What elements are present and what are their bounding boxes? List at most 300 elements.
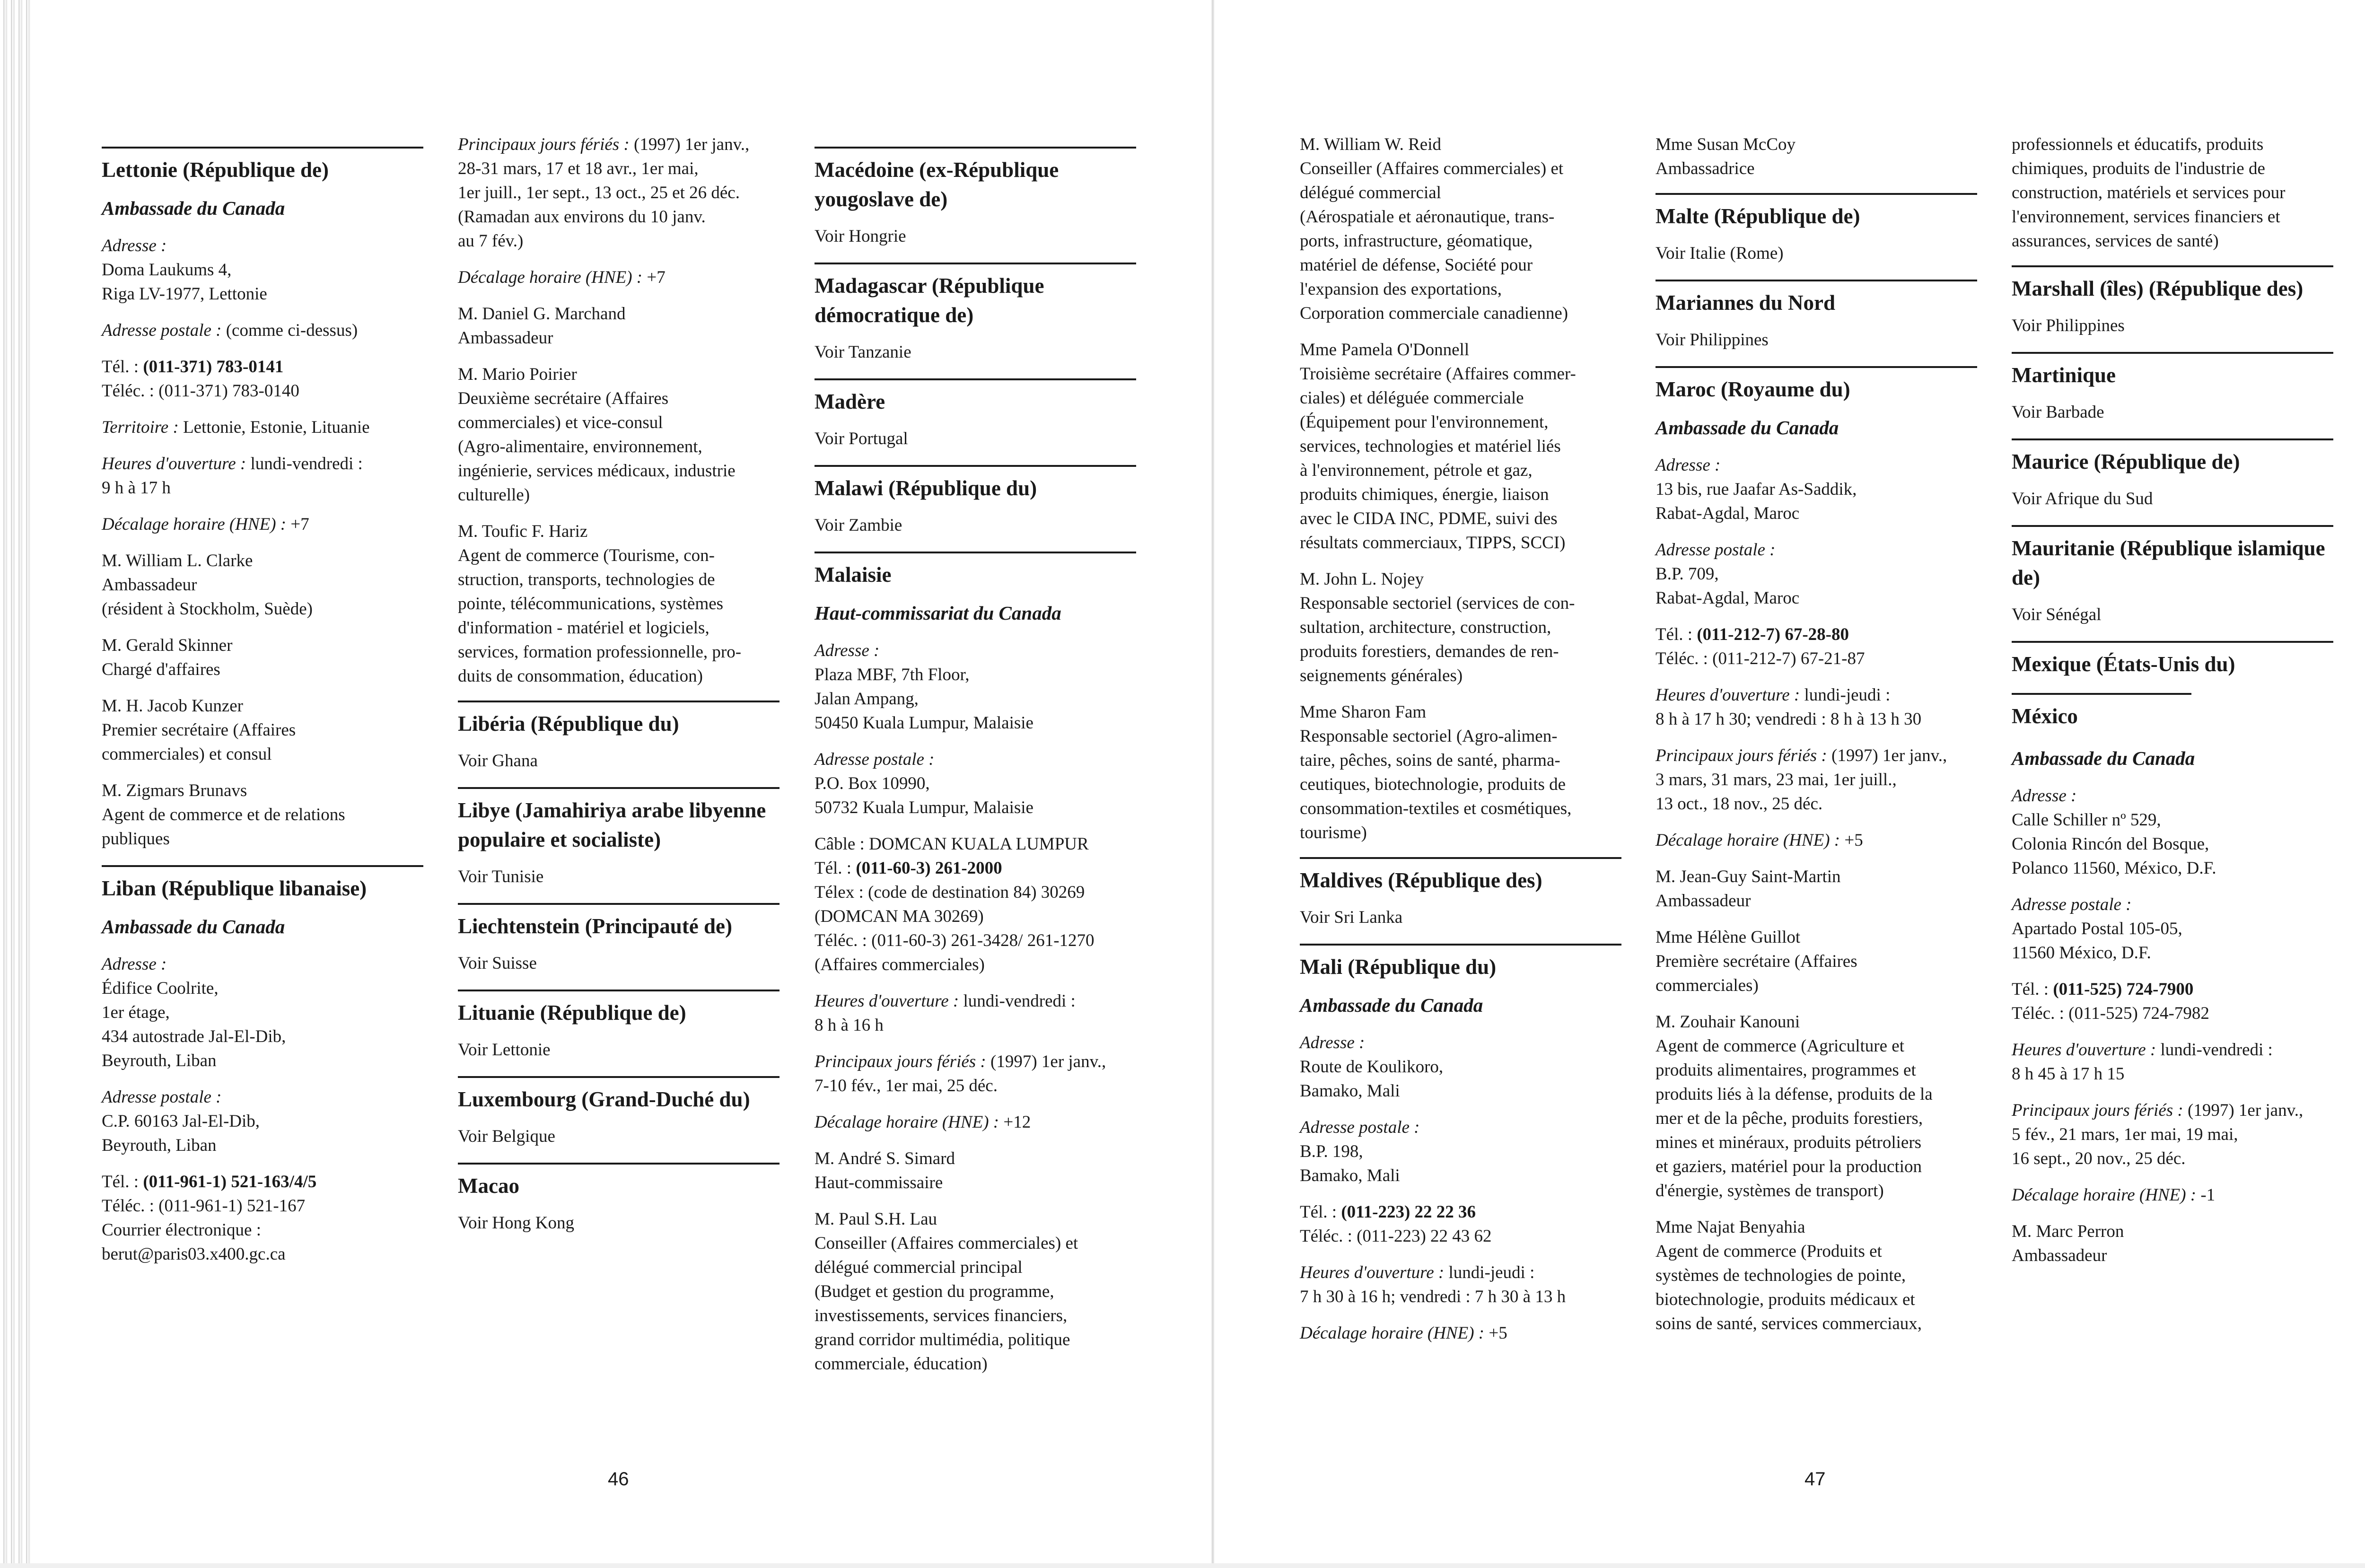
column-5	[1656, 132, 1977, 1350]
telex-line: Télex : (code de destination 84) 30269	[815, 883, 1085, 902]
postal-line: B.P. 198,	[1300, 1142, 1363, 1161]
staff-role: (Budget et gestion du programme,	[815, 1282, 1054, 1301]
hours-times: 8 h à 16 h	[815, 1016, 884, 1035]
staff-role: ingénierie, services médicaux, industrie	[458, 461, 736, 481]
phone-block	[102, 355, 423, 403]
holidays	[2012, 1098, 2333, 1171]
territory-label: Territoire :	[102, 418, 179, 437]
mission-heading: Haut-commissariat du Canada	[815, 602, 1061, 624]
time-difference	[815, 1110, 1136, 1134]
country-heading: Lituanie (République de)	[458, 1001, 686, 1025]
staff-name: M. Paul S.H. Lau	[815, 1209, 937, 1229]
staff-role: avec le CIDA INC, PDME, suivi des	[1300, 509, 1558, 528]
postal-label: Adresse postale :	[2012, 895, 2132, 914]
hours-times: 8 h 45 à 17 h 15	[2012, 1064, 2125, 1084]
postal-label: Adresse postale :	[1656, 540, 1776, 560]
page-number-right: 47	[1804, 1469, 1826, 1489]
staff-role: (résident à Stockholm, Suède)	[102, 599, 313, 619]
column-6	[2012, 132, 2333, 1280]
staff-role: services, technologies et matériel liés	[1300, 437, 1561, 456]
entry-mexico	[2012, 693, 2191, 731]
mission-heading: Ambassade du Canada	[102, 916, 285, 937]
postal-line: 11560 México, D.F.	[2012, 943, 2151, 963]
phone-block	[1300, 1200, 1621, 1248]
postal-address	[102, 1085, 423, 1157]
fax-line: Téléc. : (011-525) 724-7982	[2012, 1004, 2209, 1023]
hours-label: Heures d'ouverture :	[1656, 685, 1800, 705]
country-heading: Maldives (République des)	[1300, 868, 1542, 892]
hours-times: 9 h à 17 h	[102, 478, 171, 498]
entry-liberia	[458, 701, 780, 773]
postal-label: Adresse postale :	[102, 1087, 222, 1107]
entry-macao	[458, 1163, 780, 1235]
territory-text: Lettonie, Estonie, Lituanie	[178, 418, 370, 437]
column-2	[458, 132, 780, 1249]
phone-number: (011-223) 22 22 36	[1341, 1202, 1476, 1222]
staff-role: Agent de commerce (Agriculture et	[1656, 1036, 1904, 1056]
staff-role: Ambassadeur	[458, 328, 553, 348]
hours-days: lundi-vendredi :	[246, 454, 363, 473]
holidays	[458, 132, 780, 253]
staff-name: M. Gerald Skinner	[102, 636, 233, 655]
see-reference: Voir Philippines	[1656, 330, 1769, 350]
hours-label: Heures d'ouverture :	[2012, 1040, 2156, 1060]
address-line: Colonia Rincón del Bosque,	[2012, 834, 2209, 854]
see-reference: Voir Ghana	[458, 751, 538, 771]
postal-line: P.O. Box 10990,	[815, 774, 930, 793]
see-reference: Voir Zambie	[815, 516, 902, 535]
staff-role: tourisme)	[1300, 823, 1367, 842]
entry-libye	[458, 787, 780, 889]
staff-entry	[1656, 1215, 1977, 1336]
address-line: Édifice Coolrite,	[102, 979, 219, 998]
phone-number: (011-60-3) 261-2000	[856, 858, 1002, 878]
staff-name: Mme Susan McCoy	[1656, 135, 1796, 154]
staff-role: Ambassadrice	[1656, 159, 1755, 178]
address-line: Plaza MBF, 7th Floor,	[815, 665, 970, 684]
time-diff-value: +5	[1840, 831, 1863, 850]
staff-entry	[815, 1207, 1136, 1376]
staff-role: produits alimentaires, programmes et	[1656, 1060, 1916, 1080]
opening-hours	[102, 452, 423, 500]
staff-role: Deuxième secrétaire (Affaires	[458, 389, 669, 408]
entry-madere	[815, 378, 1136, 451]
entry-luxembourg	[458, 1076, 780, 1148]
see-reference: Voir Sri Lanka	[1300, 908, 1403, 927]
staff-entry	[1656, 1010, 1977, 1203]
staff-role: systèmes de technologies de pointe,	[1656, 1266, 1906, 1285]
column-4	[1300, 132, 1621, 1359]
holidays-label: Principaux jours fériés :	[815, 1052, 986, 1071]
staff-role: (Aérospatiale et aéronautique, trans-	[1300, 207, 1555, 227]
holidays-line: 7-10 fév., 1er mai, 25 déc.	[815, 1076, 998, 1095]
phone-number: (011-212-7) 67-28-80	[1697, 625, 1849, 644]
staff-role: produits forestiers, demandes de ren-	[1300, 642, 1559, 661]
mission-heading: Ambassade du Canada	[1656, 417, 1839, 438]
country-heading: Madagascar (République démocratique de)	[815, 274, 1044, 327]
staff-role: Agent de commerce et de relations	[102, 805, 345, 824]
staff-entry	[1300, 132, 1621, 325]
column-1	[102, 132, 423, 1280]
entry-malaisie	[815, 552, 1136, 1376]
time-diff-label: Décalage horaire (HNE) :	[815, 1112, 999, 1132]
hours-label: Heures d'ouverture :	[102, 454, 246, 473]
staff-role: commerciales)	[1656, 976, 1759, 995]
staff-name: Mme Sharon Fam	[1300, 702, 1427, 722]
country-heading: Macao	[458, 1174, 519, 1198]
staff-role: mines et minéraux, produits pétroliers	[1656, 1133, 1922, 1152]
staff-role: ports, infrastructure, géomatique,	[1300, 231, 1533, 251]
postal-line: B.P. 709,	[1656, 564, 1719, 584]
opening-hours	[2012, 1038, 2333, 1086]
staff-name: Mme Hélène Guillot	[1656, 928, 1801, 947]
staff-role: d'énergie, systèmes de transport)	[1656, 1181, 1884, 1200]
country-heading: Liban (République libanaise)	[102, 876, 367, 900]
address-line: Riga LV-1977, Lettonie	[102, 284, 267, 304]
see-reference: Voir Portugal	[815, 429, 908, 448]
staff-role: Agent de commerce (Produits et	[1656, 1242, 1882, 1261]
holidays-line: 28-31 mars, 17 et 18 avr., 1er mai,	[458, 159, 699, 178]
contact-block	[815, 832, 1136, 977]
staff-role: ceutiques, biotechnologie, produits de	[1300, 775, 1566, 794]
staff-role: commerciale, éducation)	[815, 1354, 988, 1374]
country-heading: Martinique	[2012, 363, 2116, 387]
time-diff-value: +7	[642, 268, 666, 287]
phone-label: Tél. :	[1656, 625, 1697, 644]
address-block	[102, 952, 423, 1073]
staff-role: professionnels et éducatifs, produits	[2012, 135, 2264, 154]
staff-role: Conseiller (Affaires commerciales) et	[815, 1234, 1078, 1253]
postal-line: Apartado Postal 105-05,	[2012, 919, 2182, 938]
country-heading: Libye (Jamahiriya arabe libyenne populaire et socialiste)	[458, 798, 766, 851]
address-block	[2012, 784, 2333, 880]
hours-days: lundi-vendredi :	[2156, 1040, 2273, 1060]
staff-role: Troisième secrétaire (Affaires commer-	[1300, 364, 1576, 384]
staff-role: l'expansion des exportations,	[1300, 280, 1502, 299]
staff-role: Conseiller (Affaires commerciales) et	[1300, 159, 1564, 178]
staff-entry	[1300, 338, 1621, 555]
see-reference: Voir Barbade	[2012, 403, 2104, 422]
mission-heading: Ambassade du Canada	[1300, 994, 1483, 1016]
email-address: berut@paris03.x400.gc.ca	[102, 1244, 286, 1264]
mission-heading: Ambassade du Canada	[102, 197, 285, 219]
staff-entry	[815, 1147, 1136, 1195]
postal-address	[815, 747, 1136, 820]
entry-maroc	[1656, 366, 1977, 1336]
entry-malte	[1656, 193, 1977, 265]
fax-line: Téléc. : (011-223) 22 43 62	[1300, 1226, 1492, 1246]
address-line: 434 autostrade Jal-El-Dib,	[102, 1027, 286, 1046]
staff-name: M. William L. Clarke	[102, 551, 253, 570]
hours-label: Heures d'ouverture :	[1300, 1263, 1445, 1282]
see-reference: Voir Suisse	[458, 954, 537, 973]
time-difference	[458, 265, 780, 289]
entry-madagascar	[815, 263, 1136, 364]
see-reference: Voir Tunisie	[458, 867, 544, 886]
entry-mali	[1300, 944, 1621, 1345]
staff-role: culturelle)	[458, 485, 530, 505]
staff-role: délégué commercial	[1300, 183, 1441, 202]
postal-address	[1300, 1115, 1621, 1188]
staff-entry	[458, 362, 780, 507]
address-line: 1er étage,	[102, 1003, 170, 1022]
staff-role: taire, pêches, soins de santé, pharma-	[1300, 751, 1560, 770]
staff-role: pointe, télécommunications, systèmes	[458, 594, 724, 613]
address-line: Bamako, Mali	[1300, 1081, 1400, 1101]
time-diff-value: +5	[1484, 1323, 1507, 1343]
fax-line: Téléc. : (011-60-3) 261-3428/ 261-1270	[815, 931, 1095, 950]
time-diff-value: +12	[999, 1112, 1031, 1132]
country-heading: Mariannes du Nord	[1656, 291, 1836, 315]
phone-block	[1656, 622, 1977, 671]
staff-name: M. Zigmars Brunavs	[102, 781, 247, 800]
holidays-line: 1er juill., 1er sept., 13 oct., 25 et 26 déc.	[458, 183, 740, 202]
staff-name: M. Mario Poirier	[458, 365, 577, 384]
staff-entry	[1656, 865, 1977, 913]
address-line: Rabat-Agdal, Maroc	[1656, 504, 1800, 523]
holidays-line: (Ramadan aux environs du 10 janv.	[458, 207, 706, 227]
country-heading: Maroc (Royaume du)	[1656, 377, 1850, 401]
staff-role: assurances, services de santé)	[2012, 231, 2219, 251]
address-block	[102, 234, 423, 306]
postal-text: (comme ci-dessus)	[221, 321, 358, 340]
fax-line: Téléc. : (011-371) 783-0140	[102, 381, 299, 401]
phone-label: Tél. :	[102, 1172, 143, 1191]
staff-role: investissements, services financiers,	[815, 1306, 1068, 1325]
address-block	[815, 639, 1136, 735]
holidays-label: Principaux jours fériés :	[458, 135, 630, 154]
staff-name: M. Zouhair Kanouni	[1656, 1012, 1800, 1032]
opening-hours	[1300, 1261, 1621, 1309]
staff-role: mer et de la pêche, produits forestiers,	[1656, 1109, 1923, 1128]
hours-days: lundi-jeudi :	[1800, 685, 1891, 705]
staff-entry	[102, 633, 423, 682]
entry-mexico-details	[2012, 745, 2333, 1268]
see-reference: Voir Sénégal	[2012, 605, 2102, 624]
staff-entry	[2012, 1219, 2333, 1268]
staff-role: délégué commercial principal	[815, 1258, 1023, 1277]
see-reference: Voir Lettonie	[458, 1040, 551, 1060]
staff-entry	[102, 549, 423, 621]
staff-entry	[458, 302, 780, 350]
staff-role: matériel de défense, Société pour	[1300, 255, 1533, 275]
postal-line: C.P. 60163 Jal-El-Dib,	[102, 1112, 260, 1131]
staff-entry	[1656, 132, 1977, 181]
time-diff-value: +7	[286, 515, 309, 534]
staff-entry	[1656, 925, 1977, 998]
address-line: Jalan Ampang,	[815, 689, 919, 709]
staff-role: Ambassadeur	[2012, 1246, 2107, 1265]
see-reference: Voir Hong Kong	[458, 1213, 574, 1233]
country-heading: Malaisie	[815, 563, 892, 587]
postal-address	[2012, 893, 2333, 965]
staff-role: construction, matériels et services pour	[2012, 183, 2286, 202]
entry-mauritanie	[2012, 525, 2333, 627]
staff-name: M. Jean-Guy Saint-Martin	[1656, 867, 1841, 886]
staff-role: produits liés à la défense, produits de la	[1656, 1085, 1933, 1104]
staff-role: Premier secrétaire (Affaires	[102, 720, 296, 740]
postal-line: 50732 Kuala Lumpur, Malaisie	[815, 798, 1034, 817]
address-label: Adresse :	[102, 236, 167, 255]
time-diff-label: Décalage horaire (HNE) :	[1300, 1323, 1485, 1343]
time-difference	[2012, 1183, 2333, 1207]
page-number-left: 46	[608, 1469, 629, 1489]
postal-label: Adresse postale :	[815, 750, 935, 769]
staff-role: Responsable sectoriel (Agro-alimen-	[1300, 727, 1558, 746]
address-label: Adresse :	[815, 641, 880, 660]
entry-mariannes	[1656, 280, 1977, 352]
staff-role: Première secrétaire (Affaires	[1656, 952, 1857, 971]
territory	[102, 415, 423, 439]
staff-name: M. Toufic F. Hariz	[458, 522, 588, 541]
holidays-line: (1997) 1er janv.,	[2183, 1101, 2304, 1120]
email-label: Courrier électronique :	[102, 1220, 261, 1240]
staff-role: Corporation commerciale canadienne)	[1300, 304, 1568, 323]
holidays-line: (1997) 1er janv.,	[629, 135, 750, 154]
entry-lettonie	[102, 147, 423, 851]
country-heading: Mauritanie (République islamique de)	[2012, 536, 2325, 589]
postal-label: Adresse postale :	[1300, 1118, 1420, 1137]
address-block	[1300, 1031, 1621, 1103]
holidays-line: 13 oct., 18 nov., 25 déc.	[1656, 794, 1823, 814]
country-heading: Marshall (îles) (République des)	[2012, 277, 2304, 300]
phone-block	[2012, 977, 2333, 1025]
staff-role: ciales) et déléguée commerciale	[1300, 388, 1524, 408]
opening-hours	[815, 989, 1136, 1037]
phone-label: Tél. :	[815, 858, 856, 878]
entry-maldives	[1300, 857, 1621, 929]
postal-line: Bamako, Mali	[1300, 1166, 1400, 1185]
address-line: Calle Schiller nº 529,	[2012, 810, 2161, 830]
phone-block	[102, 1170, 423, 1266]
staff-role: produits chimiques, énergie, liaison	[1300, 485, 1549, 504]
see-reference: Voir Afrique du Sud	[2012, 489, 2153, 508]
page-bottom-edge	[0, 1563, 2365, 1568]
country-heading: Luxembourg (Grand-Duché du)	[458, 1087, 750, 1111]
fax-line: Téléc. : (011-961-1) 521-167	[102, 1196, 306, 1216]
holidays-line: 3 mars, 31 mars, 23 mai, 1er juill.,	[1656, 770, 1897, 789]
staff-role: commerciales) et consul	[102, 745, 272, 764]
staff-role: Haut-commissaire	[815, 1173, 943, 1192]
holidays-label: Principaux jours fériés :	[2012, 1101, 2183, 1120]
hours-times: 8 h à 17 h 30; vendredi : 8 h à 13 h 30	[1656, 710, 1922, 729]
country-heading: Maurice (République de)	[2012, 450, 2240, 473]
phone-label: Tél. :	[1300, 1202, 1341, 1222]
see-reference: Voir Tanzanie	[815, 342, 911, 362]
postal-line: Beyrouth, Liban	[102, 1136, 217, 1155]
see-reference: Voir Hongrie	[815, 227, 906, 246]
staff-role: chimiques, produits de l'industrie de	[2012, 159, 2265, 178]
country-heading: Malte (République de)	[1656, 204, 1860, 228]
phone-number: (011-525) 724-7900	[2053, 980, 2194, 999]
staff-name: M. Daniel G. Marchand	[458, 304, 626, 324]
staff-continued	[2012, 132, 2333, 253]
time-diff-label: Décalage horaire (HNE) :	[2012, 1185, 2197, 1205]
holidays-line: 5 fév., 21 mars, 1er mai, 19 mai,	[2012, 1125, 2238, 1144]
staff-name: M. H. Jacob Kunzer	[102, 696, 243, 716]
staff-role: biotechnologie, produits médicaux et	[1656, 1290, 1915, 1309]
staff-role: Ambassadeur	[102, 575, 197, 595]
phone-number: (011-371) 783-0141	[143, 357, 284, 377]
hours-days: lundi-jeudi :	[1444, 1263, 1535, 1282]
cable-line: Câble : DOMCAN KUALA LUMPUR	[815, 834, 1089, 854]
address-line: 50450 Kuala Lumpur, Malaisie	[815, 713, 1034, 733]
address-line: Beyrouth, Liban	[102, 1051, 217, 1070]
address-label: Adresse :	[2012, 786, 2077, 806]
time-diff-label: Décalage horaire (HNE) :	[1656, 831, 1840, 850]
staff-role: (Agro-alimentaire, environnement,	[458, 437, 702, 456]
country-heading: Liechtenstein (Principauté de)	[458, 914, 732, 938]
holidays-label: Principaux jours fériés :	[1656, 746, 1827, 765]
staff-role: Ambassadeur	[1656, 891, 1751, 911]
entry-macedoine	[815, 147, 1136, 248]
staff-role: d'information - matériel et logiciels,	[458, 618, 710, 638]
address-label: Adresse :	[1656, 456, 1721, 475]
address-line: Doma Laukums 4,	[102, 260, 232, 280]
fax-line: (Affaires commerciales)	[815, 955, 985, 974]
staff-name: Mme Najat Benyahia	[1656, 1218, 1805, 1237]
postal-line: Rabat-Agdal, Maroc	[1656, 588, 1800, 608]
country-heading: Malawi (République du)	[815, 476, 1037, 500]
staff-name: M. André S. Simard	[815, 1149, 955, 1168]
entry-liban	[102, 865, 423, 1266]
time-difference	[1300, 1321, 1621, 1345]
staff-role: seignements générales)	[1300, 666, 1463, 685]
staff-role: soins de santé, services commerciaux,	[1656, 1314, 1922, 1333]
book-binding-edge	[0, 0, 30, 1568]
holidays	[1656, 744, 1977, 816]
country-heading: Mali (République du)	[1300, 955, 1497, 979]
hours-times: 7 h 30 à 16 h; vendredi : 7 h 30 à 13 h	[1300, 1287, 1566, 1306]
time-diff-label: Décalage horaire (HNE) :	[458, 268, 643, 287]
staff-role: struction, transports, technologies de	[458, 570, 715, 589]
entry-martinique	[2012, 352, 2333, 424]
holidays-line: 16 sept., 20 nov., 25 déc.	[2012, 1149, 2186, 1168]
staff-entry	[102, 779, 423, 851]
time-diff-label: Décalage horaire (HNE) :	[102, 515, 287, 534]
phone-label: Tél. :	[102, 357, 143, 377]
entry-liechtenstein	[458, 903, 780, 975]
address-line: 13 bis, rue Jaafar As-Saddik,	[1656, 480, 1857, 499]
entry-maurice	[2012, 438, 2333, 511]
staff-role: sultation, architecture, construction,	[1300, 618, 1551, 637]
staff-entry	[1300, 700, 1621, 845]
time-diff-value: -1	[2196, 1185, 2216, 1205]
address-label: Adresse :	[1300, 1033, 1365, 1052]
hours-label: Heures d'ouverture :	[815, 991, 959, 1011]
staff-entry	[458, 519, 780, 688]
see-reference: Voir Italie (Rome)	[1656, 244, 1784, 263]
time-difference	[102, 512, 423, 536]
staff-role: services, formation professionnelle, pro-	[458, 642, 742, 662]
staff-role: consommation-textiles et cosmétiques,	[1300, 799, 1572, 818]
country-heading: Mexique (États-Unis du)	[2012, 652, 2235, 676]
postal-address	[102, 318, 423, 342]
staff-role: l'environnement, services financiers et	[2012, 207, 2280, 227]
opening-hours	[1656, 683, 1977, 731]
staff-role: résultats commerciaux, TIPPS, SCCI)	[1300, 533, 1566, 552]
staff-name: M. John L. Nojey	[1300, 569, 1424, 589]
staff-entry	[102, 694, 423, 766]
see-reference: Voir Philippines	[2012, 316, 2125, 335]
staff-name: Mme Pamela O'Donnell	[1300, 340, 1470, 359]
staff-role: grand corridor multimédia, politique	[815, 1330, 1070, 1349]
staff-role: Responsable sectoriel (services de con-	[1300, 594, 1575, 613]
staff-name: M. William W. Reid	[1300, 135, 1441, 154]
staff-role: Chargé d'affaires	[102, 660, 220, 679]
country-heading: Libéria (République du)	[458, 712, 679, 736]
column-3	[815, 132, 1136, 1390]
